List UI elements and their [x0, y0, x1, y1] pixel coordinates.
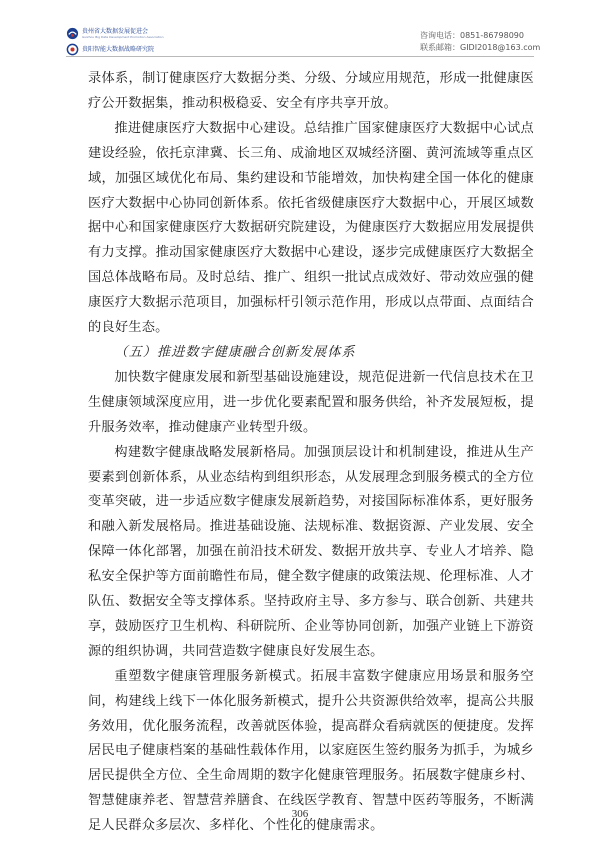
organization-logos	[66, 27, 164, 56]
association-name: 贵州省大数据发展促进会	[82, 28, 149, 35]
logo-association	[66, 27, 164, 40]
contact-phone: 咨询电话：0851-86798090	[420, 31, 524, 40]
header-divider	[66, 56, 534, 57]
section-heading: （五）推进数字健康融合创新发展体系	[114, 344, 356, 360]
paragraph-strategy-pattern: 构建数字健康战略发展新格局。加强顶层设计和机制建设，推进从生产要素到创新体系，从业态结构到组织形态，从发展理念到服务模式的全方位变革突破，进一步适应数字健康发展新趋势，对接国际标准体系，更好服务和融入新发展格局。推进基础设施、法规标准、数据资源、产业发展、安全保障一体化部署，加强在前沿技术研发、数据开放共享、专业人才培养、隐私安全保护等方面前瞻性布局，健全数字健康的政策法规、伦理标准、人才队伍、数据安全等支撑体系。坚持政府主导、多方参与、联合创新、共建共享，鼓励医疗卫生机构、科研院所、企业等协同创新，加强产业链上下游资源的组织协调，共同营造数字健康良好发展生态。	[88, 444, 534, 659]
institute-name: 贵阳智能大数据战略研究院	[82, 46, 155, 53]
institute-emblem-icon	[66, 43, 79, 56]
paragraph-service-model: 重塑数字健康管理服务新模式。拓展丰富数字健康应用场景和服务空间，构建线上线下一体化服务新模式，提升公共资源供给效率，提高公共服务效用，优化服务流程，改善就医体验，提高群众看病就医的便捷度。发挥居民电子健康档案的基础性载体作用，以家庭医生签约服务为抓手，为城乡居民提供全方位、全生命周期的数字化健康管理服务。拓展数字健康乡村、智慧健康养老、智慧营养膳食、在线医学教育、智慧中医药等服务，不断满足人民群众多层次、多样化、个性化的健康需求。	[88, 668, 534, 834]
page-header	[0, 0, 600, 64]
association-emblem-icon	[66, 27, 79, 40]
paragraph-data-center: 推进健康医疗大数据中心建设。总结推广国家健康医疗大数据中心试点建设经验，依托京津冀、长三角、成渝地区双城经济圈、黄河流域等重点区域，加强区域优化布局、集约建设和节能增效，加快构建全国一体化的健康医疗大数据中心协同创新体系。依托省级健康医疗大数据中心，开展区域数据中心和国家健康医疗大数据研究院建设，为健康医疗大数据应用发展提供有力支撑。推动国家健康医疗大数据中心建设，逐步完成健康医疗大数据全国总体战略布局。及时总结、推广、组织一批试点成效好、带动效应强的健康医疗大数据示范项目，加强标杆引领示范作用，形成以点带面、点面结合的良好生态。	[88, 120, 534, 336]
paragraph-continuation: 录体系，制订健康医疗大数据分类、分级、分域应用规范，形成一批健康医疗公开数据集，推动积极稳妥、安全有序共享开放。	[88, 71, 534, 111]
association-name-en: Guizhou Big Data Development Promotion Association	[82, 35, 164, 39]
contact-email: 联系邮箱：GIDI2018@163.com	[420, 43, 541, 52]
paragraph-digital-infrastructure: 加快数字健康发展和新型基础设施建设，规范促进新一代信息技术在卫生健康领域深度应用，进一步优化要素配置和服务供给，补齐发展短板，提升服务效率，推动健康产业转型升级。	[88, 369, 534, 435]
page-number: 306	[291, 808, 309, 820]
logo-institute	[66, 43, 164, 56]
document-body	[88, 67, 534, 839]
contact-info	[420, 30, 540, 54]
